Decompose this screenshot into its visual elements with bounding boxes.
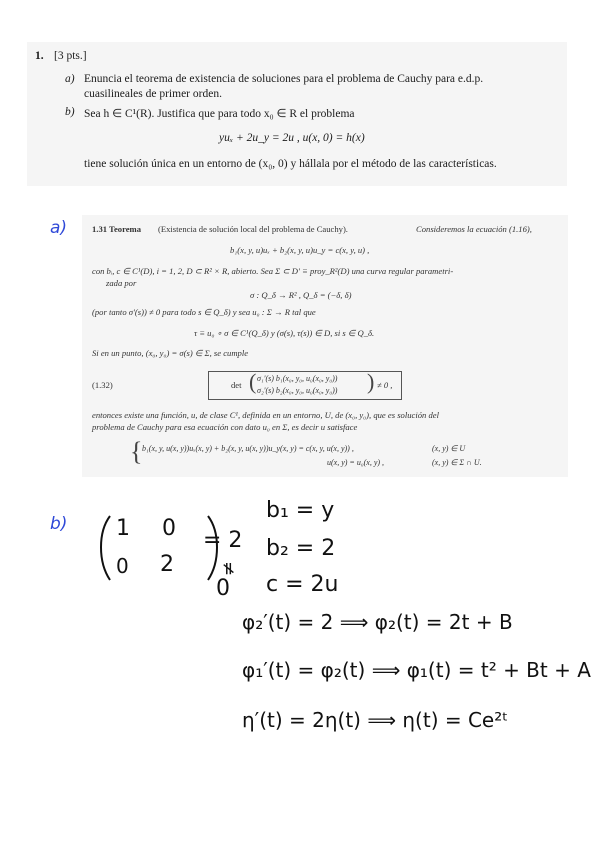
system-line1-left: b₁(x, y, u(x, y))uₓ(x, y) + b₂(x, y, u(x, y))u_y(x, y) = c(x, y, u(x, y)) , bbox=[142, 444, 354, 453]
theorem-line-portanto: (por tanto σ′(s)) ≠ 0 para todo s ∈ Q_δ) y sea u₀ : Σ → R tal que bbox=[92, 307, 316, 317]
det-row2: σ₂′(s) b₂(x₀, y₀, u₀(x₀, y₀)) bbox=[257, 386, 338, 395]
zero-value: 0 bbox=[216, 576, 230, 601]
part-a-label: a) bbox=[65, 73, 75, 85]
equation-number: (1.32) bbox=[92, 380, 113, 390]
part-b-line3: tiene solución única en un entorno de (x₀, 0) y hállala por el método de las características. bbox=[84, 158, 497, 170]
coef-b2: b₂ = 2 bbox=[266, 536, 336, 561]
system-line1-right: (x, y) ∈ U bbox=[432, 444, 466, 453]
det-row1: σ₁′(s) b₁(x₀, y₀, u₀(x₀, y₀)) bbox=[257, 374, 338, 383]
part-b-label: b) bbox=[65, 106, 75, 118]
det-left-paren: ( bbox=[249, 369, 257, 394]
answer-a-label: a) bbox=[50, 218, 68, 238]
theorem-line-con: con bᵢ, c ∈ C¹(D), i = 1, 2, D ⊂ R² × R, abierto. Sea Σ ⊂ D′ ≡ proy_R²(D) una curva regular parametri- bbox=[92, 266, 454, 276]
coef-c: c = 2u bbox=[266, 572, 339, 597]
part-b-line1: Sea h ∈ C¹(R). Justifica que para todo x₀ ∈ R el problema bbox=[84, 108, 355, 120]
char-line-3: η′(t) = 2η(t) ⟹ η(t) = Ce²ᵗ bbox=[242, 708, 509, 732]
problem-points: [3 pts.] bbox=[54, 50, 87, 62]
theorem-eq1: b₁(x, y, u)uₓ + b₂(x, y, u)u_y = c(x, y, u) , bbox=[230, 245, 370, 255]
system-line2-left: u(x, y) = u₀(x, y) , bbox=[327, 458, 385, 467]
matrix-entry-11: 1 bbox=[116, 516, 130, 541]
part-a-line2: cuasilineales de primer orden. bbox=[84, 88, 222, 100]
coef-b1: b₁ = y bbox=[266, 498, 335, 523]
system-line2-right: (x, y) ∈ Σ ∩ U. bbox=[432, 458, 482, 467]
matrix-entry-22: 2 bbox=[160, 552, 174, 577]
det-tail: ≠ 0 , bbox=[377, 380, 393, 390]
det-right-paren: ) bbox=[367, 369, 375, 394]
system-brace: { bbox=[130, 437, 143, 466]
answer-b-label: b) bbox=[50, 514, 68, 534]
theorem-line-ent1: entonces existe una función, u, de clase C¹, definida en un entorno, U, de (x₀, y₀), que es solución del bbox=[92, 410, 439, 420]
theorem-heading-paren: (Existencia de solución local del problema de Cauchy). bbox=[158, 224, 348, 234]
part-a-line1: Enuncia el teorema de existencia de soluciones para el problema de Cauchy para e.d.p. bbox=[84, 73, 484, 85]
problem-equation: yuₓ + 2u_y = 2u , u(x, 0) = h(x) bbox=[219, 132, 365, 144]
theorem-line-ent2: problema de Cauchy para esa ecuación con dato u₀ en Σ, es decir u satisface bbox=[92, 422, 358, 432]
theorem-line-si: Si en un punto, (x₀, y₀) = σ(s) ∈ Σ, se cumple bbox=[92, 348, 249, 358]
theorem-intro: Consideremos la ecuación (1.16), bbox=[416, 224, 532, 234]
det-label: det bbox=[231, 380, 242, 390]
char-line-1: φ₂′(t) = 2 ⟹ φ₂(t) = 2t + B bbox=[242, 610, 513, 634]
problem-number: 1. bbox=[35, 50, 44, 62]
char-line-2: φ₁′(t) = φ₂(t) ⟹ φ₁(t) = t² + Bt + A bbox=[242, 658, 591, 682]
matrix-entry-12: 0 bbox=[162, 516, 176, 541]
theorem-line-zada: zada por bbox=[106, 278, 137, 288]
det-equals-two: = 2 bbox=[203, 528, 243, 553]
neq-sign: ≠ bbox=[218, 560, 240, 577]
theorem-sigma-eq: σ : Q_δ → R² , Q_δ = (−δ, δ) bbox=[250, 290, 352, 300]
matrix-entry-21: 0 bbox=[116, 554, 129, 578]
theorem-tau-eq: τ ≡ u₀ ∘ σ ∈ C¹(Q_δ) y (σ(s), τ(s)) ∈ D, si s ∈ Q_δ. bbox=[194, 328, 375, 338]
theorem-heading: 1.31 Teorema bbox=[92, 224, 142, 234]
